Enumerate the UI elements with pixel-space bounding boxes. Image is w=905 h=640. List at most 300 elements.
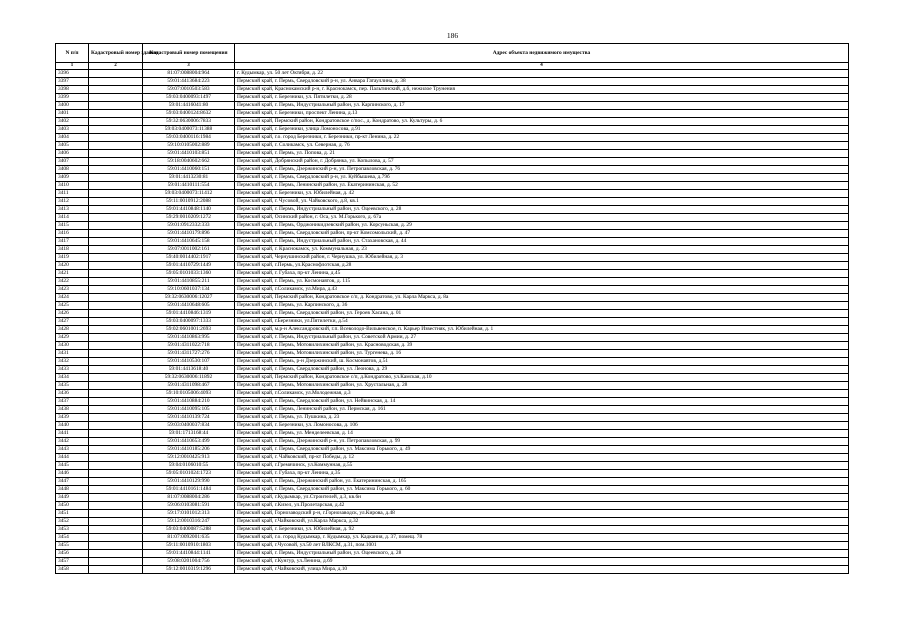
building-cadastral-number — [89, 318, 143, 326]
building-cadastral-number — [89, 326, 143, 334]
table-row — [56, 286, 849, 294]
row-number: 3425 — [56, 302, 89, 310]
premise-cadastral-number: 59:03:0400124:8632 — [143, 110, 235, 118]
building-cadastral-number — [89, 110, 143, 118]
premise-cadastral-number: 59:01:4410060:151 — [143, 166, 235, 174]
table-row — [56, 382, 849, 390]
building-cadastral-number — [89, 94, 143, 102]
premise-cadastral-number: 59:01:4410185:206 — [143, 446, 235, 454]
property-address: Пермский край, г. Пермь, Дзержинский р-н, ул. Петропавловская, д. 99 — [235, 438, 849, 446]
table-row — [56, 230, 849, 238]
row-number: 3449 — [56, 494, 89, 502]
building-cadastral-number — [89, 142, 143, 150]
row-number: 3414 — [56, 214, 89, 222]
building-cadastral-number — [89, 558, 143, 566]
table-row — [56, 494, 849, 502]
premise-cadastral-number: 59:03:0400093:1497 — [143, 94, 235, 102]
building-cadastral-number — [89, 342, 143, 350]
property-address: Пермский край, г. Губаха, пр-кт Ленина, д.35 — [235, 470, 849, 478]
table-row — [56, 134, 849, 142]
header-address: Адрес объекта недвижимого имущества — [235, 44, 849, 63]
property-address: Пермский край, г.Соликамск, ул.Мира, д.43 — [235, 286, 849, 294]
table-row — [56, 398, 849, 406]
property-address: Пермский край, м.р-н Александровский, г.п. Всеволодо-Вильвенское, п. Карьер Известняк, ул. Юбилейная, д. 1 — [235, 326, 849, 334]
row-number: 3397 — [56, 78, 89, 86]
building-cadastral-number — [89, 78, 143, 86]
premise-cadastral-number: 81:07:0092001:635 — [143, 534, 235, 542]
row-number: 3436 — [56, 390, 89, 398]
building-cadastral-number — [89, 278, 143, 286]
property-address: Пермский край, г.Кудымкар, ул.Строителей, д.3, кв.6н — [235, 494, 849, 502]
premise-cadastral-number: 59:01:4410648:605 — [143, 302, 235, 310]
table-row — [56, 86, 849, 94]
table-row — [56, 214, 849, 222]
column-index: 4 — [235, 63, 849, 70]
property-address: Пермский край, г. Пермь, Орджоникидзевский район, ул. Корсуньская, д. 29 — [235, 222, 849, 230]
table-row — [56, 206, 849, 214]
property-address: Пермский край, Горнозаводский р-н, г.Горнозаводск, ул.Кирова, д.48 — [235, 510, 849, 518]
property-address: Пермский край, г. Чайковский, пр-кт Победы, д. 12 — [235, 454, 849, 462]
building-cadastral-number — [89, 390, 143, 398]
row-number: 3452 — [56, 518, 89, 526]
building-cadastral-number — [89, 430, 143, 438]
premise-cadastral-number: 59:07:0010503:583 — [143, 86, 235, 94]
row-number: 3423 — [56, 286, 89, 294]
property-address: Пермский край, г. Пермь, Ленинский район, ул. Пермская, д. 161 — [235, 406, 849, 414]
building-cadastral-number — [89, 358, 143, 366]
table-row — [56, 310, 849, 318]
building-cadastral-number — [89, 150, 143, 158]
property-address: Пермский край, г. Пермь, Дзержинский р-н, ул. Петропавловская, д. 76 — [235, 166, 849, 174]
premise-cadastral-number: 59:10:0105006:4093 — [143, 390, 235, 398]
premise-cadastral-number: 59:03:0400073:11388 — [143, 126, 235, 134]
property-address: Пермский край, г.Кунгур, ул.Ленина, д.69 — [235, 558, 849, 566]
premise-cadastral-number: 59:01:4410844:1141 — [143, 550, 235, 558]
premise-cadastral-number: 59:07:0011002:161 — [143, 246, 235, 254]
table-row — [56, 158, 849, 166]
property-address: Пермский край, г. Краснокамск, ул. Коммунальная, д. 23 — [235, 246, 849, 254]
building-cadastral-number — [89, 462, 143, 470]
property-address: Пермский край, г. Пермь, р-н Дзержинский, ш. Космонавтов, д.51 — [235, 358, 849, 366]
row-number: 3416 — [56, 230, 89, 238]
building-cadastral-number — [89, 70, 143, 78]
table-row — [56, 174, 849, 182]
table-row — [56, 342, 849, 350]
building-cadastral-number — [89, 246, 143, 254]
row-number: 3438 — [56, 406, 89, 414]
property-address: Пермский край, г.Соликамск, ул.Молодежная, д.3 — [235, 390, 849, 398]
property-address: Пермский край, г. Пермь, ул. Карпинского, д. 36 — [235, 302, 849, 310]
building-cadastral-number — [89, 478, 143, 486]
property-address: Пермский край, г. Соликамск, ул. Северная, д. 76 — [235, 142, 849, 150]
property-address: Пермский край, г. Пермь, Свердловский район, ул. Нейвинская, д. 14 — [235, 398, 849, 406]
row-number: 3439 — [56, 414, 89, 422]
premise-cadastral-number: 59:01:4410095:105 — [143, 406, 235, 414]
column-index: 2 — [89, 63, 143, 70]
property-address: Пермский край, Осинский район, г. Оса, ул. М.Горького, д. 67а — [235, 214, 849, 222]
building-cadastral-number — [89, 206, 143, 214]
building-cadastral-number — [89, 518, 143, 526]
property-address: г. Кудымкар, ул. 50 лет Октября, д. 22 — [235, 70, 849, 78]
building-cadastral-number — [89, 190, 143, 198]
table-row — [56, 294, 849, 302]
row-number: 3448 — [56, 486, 89, 494]
table-row — [56, 326, 849, 334]
premise-cadastral-number: 59:05:0101033:1360 — [143, 270, 235, 278]
row-number: 3458 — [56, 566, 89, 574]
building-cadastral-number — [89, 302, 143, 310]
row-number: 3418 — [56, 246, 89, 254]
property-address: Пермский край, г. Пермь, Индустриальный район, ул. Оцеевского, д. 28 — [235, 550, 849, 558]
building-cadastral-number — [89, 238, 143, 246]
table-row — [56, 486, 849, 494]
property-address: Пермский край, г. Пермь, Свердловский район, ул. Максима Горького, д. 60 — [235, 486, 849, 494]
premise-cadastral-number: 59:01:4410111:554 — [143, 182, 235, 190]
header-building-cadastral: Кадастровый номер здания — [89, 44, 143, 63]
building-cadastral-number — [89, 566, 143, 574]
property-address: Пермский край, Чернушинский район, г. Чернушка, ул. Юбилейная, д. 3 — [235, 254, 849, 262]
row-number: 3421 — [56, 270, 89, 278]
table-row — [56, 566, 849, 574]
premise-cadastral-number: 59:10:0105002:889 — [143, 142, 235, 150]
table-row — [56, 238, 849, 246]
building-cadastral-number — [89, 406, 143, 414]
premise-cadastral-number: 59:01:4410863:995 — [143, 334, 235, 342]
property-address: Пермский край, г. Пермь, Мотовилихинский район, ул. Красноводская, д. 39 — [235, 342, 849, 350]
building-cadastral-number — [89, 350, 143, 358]
table-body — [56, 70, 849, 574]
property-address: Пермский край, г. Пермь, Свердловский район, ул. Героев Хасана, д. 01 — [235, 310, 849, 318]
building-cadastral-number — [89, 502, 143, 510]
row-number: 3456 — [56, 550, 89, 558]
row-number: 3454 — [56, 534, 89, 542]
row-number: 3432 — [56, 358, 89, 366]
premise-cadastral-number: 59:01:4410729:1449 — [143, 262, 235, 270]
row-number: 3445 — [56, 462, 89, 470]
premise-cadastral-number: 59:03:0400087:5288 — [143, 526, 235, 534]
property-address: Пермский край, г. Пермь, Индустриальный район, ул. Советской Армии, д. 27 — [235, 334, 849, 342]
building-cadastral-number — [89, 510, 143, 518]
row-number: 3408 — [56, 166, 89, 174]
row-number: 3446 — [56, 470, 89, 478]
table-row — [56, 550, 849, 558]
row-number: 3426 — [56, 310, 89, 318]
row-number: 3431 — [56, 350, 89, 358]
property-address: Пермский край, г. Пермь, Индустриальный район, ул. Карпинского, д. 17 — [235, 102, 849, 110]
table-row — [56, 142, 849, 150]
building-cadastral-number — [89, 526, 143, 534]
row-number: 3455 — [56, 542, 89, 550]
table-row — [56, 150, 849, 158]
building-cadastral-number — [89, 366, 143, 374]
property-address: Пермский край, г.Чайковский, ул.Карла Маркса, д.32 — [235, 518, 849, 526]
page-number: 186 — [446, 31, 459, 40]
premise-cadastral-number: 59:03:0400073:11412 — [143, 190, 235, 198]
row-number: 3447 — [56, 478, 89, 486]
property-address: Пермский край, г.Гремячинск, ул.Коммунная, д.55 — [235, 462, 849, 470]
row-number: 3415 — [56, 222, 89, 230]
property-address: Пермский край, г. Пермь, Свердловский район, пр-кт Комсомольский, д. 47 — [235, 230, 849, 238]
building-cadastral-number — [89, 86, 143, 94]
premise-cadastral-number: 59:03:0400097:1333 — [143, 318, 235, 326]
table-row — [56, 518, 849, 526]
premise-cadastral-number: 59:01:4311098:467 — [143, 382, 235, 390]
building-cadastral-number — [89, 182, 143, 190]
row-number: 3411 — [56, 190, 89, 198]
table-row — [56, 270, 849, 278]
row-number: 3403 — [56, 126, 89, 134]
building-cadastral-number — [89, 534, 143, 542]
row-number: 3401 — [56, 110, 89, 118]
building-cadastral-number — [89, 286, 143, 294]
table-row — [56, 334, 849, 342]
row-number: 3402 — [56, 118, 89, 126]
property-address: Пермский край, г. Пермь, ул. Пушкина, д. 23 — [235, 414, 849, 422]
building-cadastral-number — [89, 374, 143, 382]
table-row — [56, 198, 849, 206]
building-cadastral-number — [89, 174, 143, 182]
property-address: Пермский край, г. Березники, улица Ломоносова, д.91 — [235, 126, 849, 134]
row-number: 3429 — [56, 334, 89, 342]
table-row — [56, 254, 849, 262]
building-cadastral-number — [89, 158, 143, 166]
row-number: 3405 — [56, 142, 89, 150]
header-premise-cadastral: Кадастровый номер помещения — [143, 44, 235, 63]
premise-cadastral-number: 59:04:0106010:55 — [143, 462, 235, 470]
table-row — [56, 446, 849, 454]
premise-cadastral-number: 59:01:4410855:211 — [143, 278, 235, 286]
row-number: 3433 — [56, 366, 89, 374]
table-row — [56, 118, 849, 126]
row-number: 3457 — [56, 558, 89, 566]
property-address: Пермский край, г. Пермь, Индустриальный район, ул. Оцеевского, д. 28 — [235, 206, 849, 214]
row-number: 3428 — [56, 326, 89, 334]
table-row — [56, 414, 849, 422]
premise-cadastral-number: 59:01:0912332:333 — [143, 222, 235, 230]
table-row — [56, 126, 849, 134]
building-cadastral-number — [89, 310, 143, 318]
row-number: 3435 — [56, 382, 89, 390]
table-row — [56, 302, 849, 310]
building-cadastral-number — [89, 550, 143, 558]
row-number: 3410 — [56, 182, 89, 190]
building-cadastral-number — [89, 486, 143, 494]
table-row — [56, 374, 849, 382]
premise-cadastral-number: 59:01:4311022:718 — [143, 342, 235, 350]
table-row — [56, 222, 849, 230]
building-cadastral-number — [89, 270, 143, 278]
property-address: Пермский край, г. Пермь, Дзержинский район, ул. Екатерининская, д. 165 — [235, 478, 849, 486]
building-cadastral-number — [89, 134, 143, 142]
premise-cadastral-number: 59:12:0010425:913 — [143, 454, 235, 462]
property-address: Пермский край, г. Пермь, ул. Попова, д. 21 — [235, 150, 849, 158]
building-cadastral-number — [89, 398, 143, 406]
property-address: Пермский край, г. Пермь, Свердловский р-н, ул. Куйбышева, д.79б — [235, 174, 849, 182]
premise-cadastral-number: 59:08:0201004:756 — [143, 558, 235, 566]
building-cadastral-number — [89, 422, 143, 430]
row-number: 3404 — [56, 134, 89, 142]
premise-cadastral-number: 81:07:0088004:964 — [143, 70, 235, 78]
row-number: 3419 — [56, 254, 89, 262]
building-cadastral-number — [89, 166, 143, 174]
table-row — [56, 70, 849, 78]
table-row — [56, 358, 849, 366]
premise-cadastral-number: 59:01:4311727:276 — [143, 350, 235, 358]
property-address: Пермский край, г. Пермь, Свердловский район, ул. Максима Горького, д. 49 — [235, 446, 849, 454]
premise-cadastral-number: 59:03:0400037:834 — [143, 422, 235, 430]
property-address: Пермский край, г.о. город Березники, г. Березники, пр-кт Ленина, д. 22 — [235, 134, 849, 142]
building-cadastral-number — [89, 454, 143, 462]
table-row — [56, 558, 849, 566]
property-address: Пермский край, г. Березники, ул. Пятилетки, д. 28 — [235, 94, 849, 102]
table-row — [56, 110, 849, 118]
premise-cadastral-number: 59:01:4410848:1140 — [143, 206, 235, 214]
building-cadastral-number — [89, 198, 143, 206]
property-address: Пермский край, г. Березники, проспект Ленина, д.13 — [235, 110, 849, 118]
premise-cadastral-number: 59:17:0101012:313 — [143, 510, 235, 518]
property-address: Пермский край, г.Чусовой, ул.50 лет ВЛКСМ, д.31, пом.1001 — [235, 542, 849, 550]
column-index: 3 — [143, 63, 235, 70]
table-row — [56, 470, 849, 478]
property-address: Пермский край, г. Березники, ул. Ломоносова, д. 106 — [235, 422, 849, 430]
row-number: 3450 — [56, 502, 89, 510]
building-cadastral-number — [89, 294, 143, 302]
table-row — [56, 246, 849, 254]
premise-cadastral-number: 59:11:0010912:2088 — [143, 198, 235, 206]
row-number: 3412 — [56, 198, 89, 206]
property-address: Пермский край, г. Пермь, Свердловский р-н, ул. Анвара Гатауллина, д. 38 — [235, 78, 849, 86]
table-row — [56, 94, 849, 102]
premise-cadastral-number: 59:01:4410653:499 — [143, 438, 235, 446]
row-number: 3430 — [56, 342, 89, 350]
property-address: Пермский край, Пермский район, Кондратовское с/п, д. Кондратово, ул. Карла Маркса, д. 8а — [235, 294, 849, 302]
premise-cadastral-number: 59:01:4410139:724 — [143, 414, 235, 422]
row-number: 3451 — [56, 510, 89, 518]
building-cadastral-number — [89, 542, 143, 550]
building-cadastral-number — [89, 262, 143, 270]
premise-cadastral-number: 59:01:4413684:223 — [143, 78, 235, 86]
property-address: Пермский край, г. Пермь, Ленинский район, ул. Екатерининская, д. 52 — [235, 182, 849, 190]
property-address: Пермский край, г.о. город Кудымкар, г. Кудымкар, ул. Кадкания, д. 37, помещ. 78 — [235, 534, 849, 542]
building-cadastral-number — [89, 494, 143, 502]
table-row — [56, 438, 849, 446]
premise-cadastral-number: 59:11:0010910:1803 — [143, 542, 235, 550]
building-cadastral-number — [89, 414, 143, 422]
row-number: 3409 — [56, 174, 89, 182]
property-address: Пермский край, г.Кизел, ул.Пролетарская, д.42 — [235, 502, 849, 510]
building-cadastral-number — [89, 470, 143, 478]
premise-cadastral-number: 59:01:4413618:40 — [143, 366, 235, 374]
premise-cadastral-number: 59:01:4410129:990 — [143, 478, 235, 486]
table-row — [56, 182, 849, 190]
premise-cadastral-number: 81:07:0088004:286 — [143, 494, 235, 502]
property-address: Пермский край, г. Пермь, Свердловский район, ул. Леонова, д. 29 — [235, 366, 849, 374]
row-number: 3442 — [56, 438, 89, 446]
property-address: Пермский край, Пермский район, Кондратовское с/п, д.Кондратово, ул.Камская, д.10 — [235, 374, 849, 382]
row-number: 3443 — [56, 446, 89, 454]
property-address: Пермский край, г.Чайковский, улица Мира, д.10 — [235, 566, 849, 574]
row-number: 3406 — [56, 150, 89, 158]
premise-cadastral-number: 59:01:4416041:80 — [143, 102, 235, 110]
property-address: Пермский край, г. Чусовой, ул. Чайковского, д.8, кв.1 — [235, 198, 849, 206]
property-address: Пермский край, г. Пермь, ул. Космонавтов, д. 115 — [235, 278, 849, 286]
premise-cadastral-number: 59:18:0040602:662 — [143, 158, 235, 166]
premise-cadastral-number: 59:01:4410884:210 — [143, 398, 235, 406]
property-address: Пермский край, г. Губаха, пр-кт Ленина, д.45 — [235, 270, 849, 278]
table-row — [56, 510, 849, 518]
column-index: 1 — [56, 63, 89, 70]
row-number: 3427 — [56, 318, 89, 326]
building-cadastral-number — [89, 438, 143, 446]
building-cadastral-number — [89, 230, 143, 238]
table-row — [56, 430, 849, 438]
row-number: 3420 — [56, 262, 89, 270]
property-address: Пермский край, Добрянский район, г. Добрянка, ул. Копылова, д. 57 — [235, 158, 849, 166]
row-number: 3437 — [56, 398, 89, 406]
building-cadastral-number — [89, 222, 143, 230]
row-number: 3399 — [56, 94, 89, 102]
building-cadastral-number — [89, 118, 143, 126]
property-address: Пермский край, г.Березники, ул.Пятилетки, д.54 — [235, 318, 849, 326]
row-number: 3453 — [56, 526, 89, 534]
premise-cadastral-number: 59:01:1713168:44 — [143, 430, 235, 438]
table-row — [56, 390, 849, 398]
property-address: Пермский край, Краснокамский р-н, г. Краснокамск, пер. Пальтинский, д.6, нежилое Трунения — [235, 86, 849, 94]
premise-cadastral-number: 59:06:0103081:591 — [143, 502, 235, 510]
premise-cadastral-number: 59:01:4413230:81 — [143, 174, 235, 182]
row-number: 3441 — [56, 430, 89, 438]
table-row — [56, 526, 849, 534]
premise-cadastral-number: 59:40:0014402:1917 — [143, 254, 235, 262]
table-header — [56, 44, 849, 70]
building-cadastral-number — [89, 254, 143, 262]
premise-cadastral-number: 59:12:0010319:1296 — [143, 566, 235, 574]
property-address: Пермский край, г. Пермь, Индустриальный район, ул. Стахановская, д. 44 — [235, 238, 849, 246]
table-row — [56, 318, 849, 326]
row-number: 3444 — [56, 454, 89, 462]
property-register-table — [55, 43, 849, 574]
property-address: Пермский край, Пермский район, Кондратовское с/пос., д. Кондратово, ул. Культуры, д. 6 — [235, 118, 849, 126]
premise-cadastral-number: 59:01:4410846:1319 — [143, 310, 235, 318]
property-address: Пермский край, г. Березники, ул. Юбилейная, д. 92 — [235, 526, 849, 534]
premise-cadastral-number: 59:32:0630006:11892 — [143, 374, 235, 382]
building-cadastral-number — [89, 126, 143, 134]
premise-cadastral-number: 59:10:0601037:134 — [143, 286, 235, 294]
building-cadastral-number — [89, 102, 143, 110]
property-address: Пермский край, г. Пермь, Мотовилихинский район, ул. Тургенева, д. 16 — [235, 350, 849, 358]
premise-cadastral-number: 59:01:4410530:107 — [143, 358, 235, 366]
table-row — [56, 366, 849, 374]
table-row — [56, 102, 849, 110]
table-row — [56, 542, 849, 550]
building-cadastral-number — [89, 214, 143, 222]
property-address: Пермский край, г. Березники, ул. Юбилейная, д. 42 — [235, 190, 849, 198]
building-cadastral-number — [89, 382, 143, 390]
premise-cadastral-number: 59:32:0630006:7833 — [143, 118, 235, 126]
row-number: 3434 — [56, 374, 89, 382]
table-row — [56, 478, 849, 486]
row-number: 3422 — [56, 278, 89, 286]
table-row — [56, 502, 849, 510]
premise-cadastral-number: 59:01:4410179:896 — [143, 230, 235, 238]
row-number: 3398 — [56, 86, 89, 94]
premise-cadastral-number: 59:12:0010316:247 — [143, 518, 235, 526]
property-address: Пермский край, г. Пермь, ул. Менделеевская, д. 14 — [235, 430, 849, 438]
premise-cadastral-number: 59:32:0630006:12027 — [143, 294, 235, 302]
table-row — [56, 534, 849, 542]
premise-cadastral-number: 59:02:0601001:2693 — [143, 326, 235, 334]
row-number: 3396 — [56, 70, 89, 78]
